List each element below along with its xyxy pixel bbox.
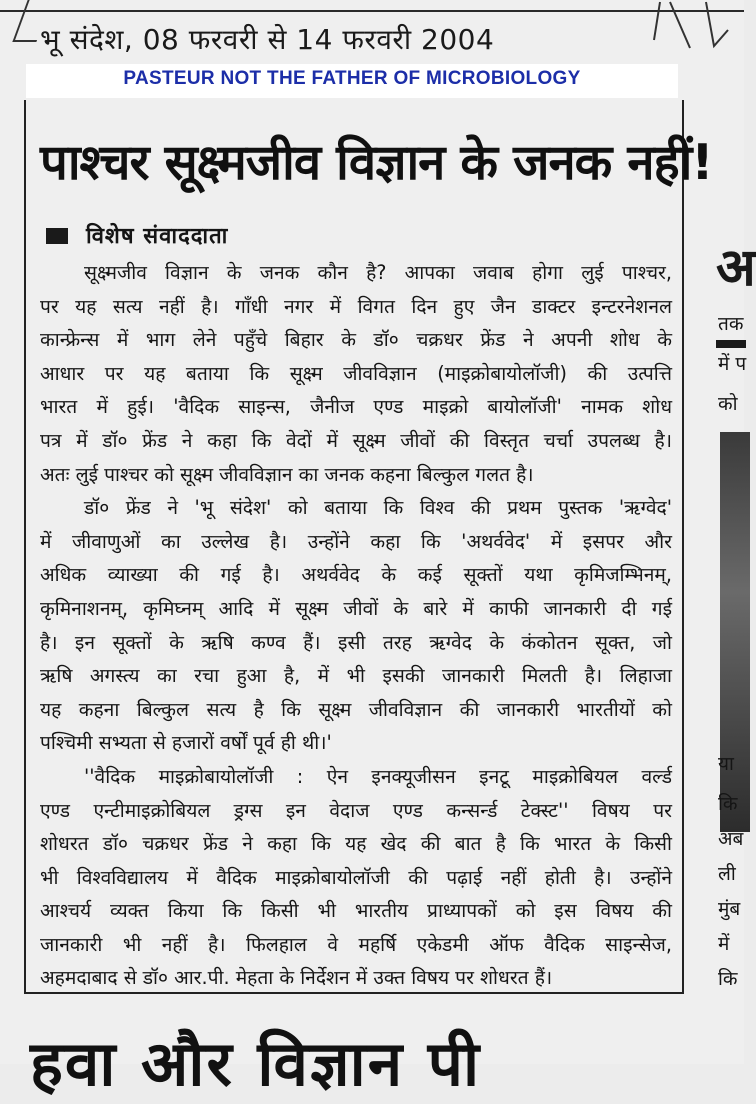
body-line: आधार पर यह बताया कि सूक्ष्म जीवविज्ञान (माइक्रोबायोलॉजी) की उत्पत्ति xyxy=(40,361,672,385)
adjacent-line: या xyxy=(718,753,734,775)
body-line: पत्र में डॉ० फ्रेंड ने कहा कि वेदों में सूक्ष्म जीवों की विस्तृत चर्चा उपलब्ध है। xyxy=(40,428,672,452)
adjacent-line: ली xyxy=(718,863,736,885)
body-line: शोधरत डॉ० चक्रधर फ्रेंड ने कहा कि यह खेद की बात है कि भारत के किसी xyxy=(40,832,672,856)
body-line: अहमदाबाद से डॉ० आर.पी. मेहता के निर्देशन में उक्त विषय पर शोधरत हैं। xyxy=(40,966,553,990)
body-line: अतः लुई पाश्चर को सूक्ष्म जीवविज्ञान का जनक कहना बिल्कुल गलत है। xyxy=(40,462,534,486)
adjacent-column xyxy=(700,100,756,1000)
body-line: भारत में हुई। 'वैदिक साइन्स, जैनीज एण्ड माइक्रो बायोलॉजी' नामक शोध xyxy=(40,395,672,419)
english-caption: PASTEUR NOT THE FATHER OF MICROBIOLOGY xyxy=(123,68,581,89)
body-line: डॉ० फ्रेंड ने 'भू संदेश' को बताया कि विश्व की प्रथम पुस्तक 'ऋग्वेद' xyxy=(84,496,672,520)
byline: विशेष संवाददाता xyxy=(86,224,229,249)
adjacent-line: अब xyxy=(718,828,744,850)
caption-band xyxy=(26,64,678,98)
body-line: पर यह सत्य नहीं है। गाँधी नगर में विगत दिन हुए जैन डाक्टर इन्टरनेशनल xyxy=(40,294,672,318)
body-line: भी विश्वविद्यालय में वैदिक माइक्रोबायोलॉजी की पढ़ाई नहीं होती है। उन्होंने xyxy=(40,865,672,889)
body-line: यह कहना बिल्कुल सत्य है कि सूक्ष्म जीवविज्ञान की जानकारी भारतीयों को xyxy=(40,697,672,721)
article-body xyxy=(40,256,672,995)
body-line: एण्ड एन्टीमाइक्रोबियल ड्रग्स इन वेदाज एण्ड कन्सर्न्ड टेक्स्ट'' विषय पर xyxy=(40,798,673,822)
adjacent-line: को xyxy=(718,393,738,415)
headline: पाश्चर सूक्ष्मजीव विज्ञान के जनक नहीं! xyxy=(40,134,713,191)
adjacent-line: में xyxy=(718,933,730,955)
dateline: भू संदेश, 08 फरवरी से 14 फरवरी 2004 xyxy=(40,23,495,56)
corner-mark-right xyxy=(650,0,730,50)
adjacent-line: तक xyxy=(718,313,744,335)
body-line: आश्चर्य व्यक्त किया कि किसी भी भारतीय प्राध्यापकों को इस विषय की xyxy=(40,899,672,923)
body-line: कृमिनाशनम्, कृमिघ्नम् आदि में सूक्ष्म जीवों के बारे में काफी जानकारी दी गई xyxy=(40,596,672,620)
body-line: ''वैदिक माइक्रोबायोलॉजी : ऐन इनक्यूजीसन इनटू माइक्रोबियल वर्ल्ड xyxy=(84,764,672,788)
next-headline-fragment: हवा और विज्ञान पी xyxy=(30,1027,482,1100)
adjacent-line: में प xyxy=(718,353,747,375)
body-line: अधिक व्याख्या की गई है। अथर्ववेद के कई सूक्तों यथा कृमिजम्भिनम्, xyxy=(40,563,672,587)
adjacent-line: कि xyxy=(718,968,738,990)
body-line: कान्फ्रेन्स में भाग लेने पहुँचे बिहार के डॉ० चक्रधर फ्रेंड ने अपनी शोध के xyxy=(40,328,672,352)
adjacent-line: कि xyxy=(718,793,738,815)
adjacent-headline-fragment: अ xyxy=(716,238,756,298)
body-line: ऋषि अगस्त्य का रचा हुआ है, में भी इसकी जानकारी मिलती है। लिहाजा xyxy=(40,664,672,688)
body-line: है। इन सूक्तों के ऋषि कण्व हैं। इसी तरह ऋग्वेद के कंकोतन सूक्त, जो xyxy=(40,630,672,654)
adjacent-line: मुंब xyxy=(718,898,741,920)
body-line: में जीवाणुओं का उल्लेख है। उन्होंने कहा कि 'अथर्ववेद' में इसपर और xyxy=(40,529,672,553)
body-line: जानकारी भी नहीं है। फिलहाल वे महर्षि एकेडमी ऑफ वैदिक साइन्सेज, xyxy=(40,932,672,956)
adjacent-rule xyxy=(716,340,746,348)
bullet-square-icon xyxy=(46,228,68,244)
body-line: सूक्ष्मजीव विज्ञान के जनक कौन है? आपका जवाब होगा लुई पाश्चर, xyxy=(84,261,672,284)
body-line: पश्चिमी सभ्यता से हजारों वर्षों पूर्व ही थी।' xyxy=(40,731,332,755)
top-rule xyxy=(0,10,744,12)
